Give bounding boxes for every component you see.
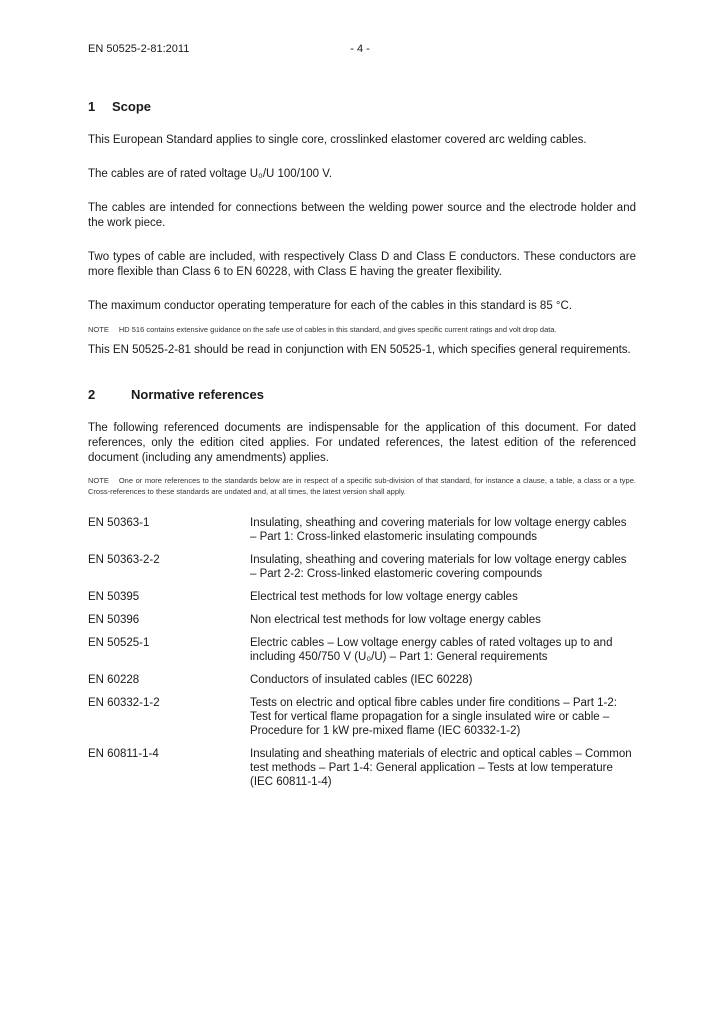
scope-paragraph: The maximum conductor operating temperature for each of the cables in this standard is 85 °C.: [88, 300, 573, 312]
reference-title: Non electrical test methods for low voltage energy cables: [250, 614, 541, 626]
reference-title: Electric cables – Low voltage energy cables of rated voltages up to and including 450/750 V (U₀/U) – Part 1: General requirements: [250, 637, 613, 663]
reference-entry: [88, 613, 636, 627]
reference-title: Insulating, sheathing and covering materials for low voltage energy cables – Part 2-2: Cross-linked elastomeric covering compounds: [250, 554, 627, 580]
section-number: 2: [88, 387, 96, 402]
reference-entry: [88, 553, 636, 581]
reference-entry: [88, 516, 636, 544]
section-title: Scope: [112, 99, 152, 114]
scope-note: [88, 324, 636, 335]
scope-paragraph: The cables are intended for connections between the welding power source and the electrode holder and the work piece.: [88, 202, 636, 229]
reference-entry: [88, 636, 636, 664]
references-intro: The following referenced documents are indispensable for the application of this document. For dated references, only the edition cited applies. For undated references, the latest edition of the referenced document (including any amendments) applies.: [88, 422, 636, 464]
reference-title: Electrical test methods for low voltage energy cables: [250, 591, 518, 603]
reference-code: EN 50525-1: [88, 637, 150, 649]
reference-code: EN 50395: [88, 591, 140, 603]
scope-paragraph: Two types of cable are included, with respectively Class D and Class E conductors. These conductors are more flexible than Class 6 to EN 60228, with Class E having the greater flexibility.: [88, 251, 636, 278]
reference-code: EN 50363-1: [88, 517, 150, 529]
reference-entry: [88, 673, 636, 687]
reference-code: EN 60811-1-4: [88, 748, 159, 760]
reference-title: Conductors of insulated cables (IEC 60228): [250, 674, 473, 686]
note-label: NOTE: [88, 325, 109, 334]
reference-title: Tests on electric and optical fibre cables under fire conditions – Part 1-2: Test for vertical flame propagation for a single insulated wire or cable – Procedure for 1 kW pre-mixed flame (IEC 60332-1-2): [250, 697, 617, 737]
document-body: [88, 99, 636, 798]
section-heading-scope: [88, 99, 636, 114]
document-id: EN 50525-2-81:2011: [88, 43, 190, 55]
reference-code: EN 50363-2-2: [88, 554, 160, 566]
section-title: Normative references: [131, 387, 264, 402]
note-text: HD 516 contains extensive guidance on the safe use of cables in this standard, and gives specific current ratings and volt drop data.: [118, 325, 557, 334]
scope-paragraph: This European Standard applies to single core, crosslinked elastomer covered arc welding cables.: [88, 134, 587, 146]
page-number: - 4 -: [350, 43, 370, 55]
scope-paragraph: The cables are of rated voltage U₀/U 100/100 V.: [88, 168, 333, 180]
section-heading-normative-references: [88, 387, 636, 402]
scope-closing-paragraph: This EN 50525-2-81 should be read in conjunction with EN 50525-1, which specifies general requirements.: [88, 344, 631, 356]
reference-code: EN 50396: [88, 614, 140, 626]
note-label: NOTE: [88, 476, 109, 485]
references-note: [88, 475, 636, 497]
reference-entry: [88, 696, 636, 738]
reference-list: [88, 516, 636, 789]
reference-entry: [88, 590, 636, 604]
section-number: 1: [88, 99, 96, 114]
reference-title: Insulating and sheathing materials of electric and optical cables – Common test methods – Part 1-4: General application – Tests at low temperature (IEC 60811-1-4): [250, 748, 632, 788]
note-text: One or more references to the standards below are in respect of a specific sub-division of that standard, for instance a clause, a table, a class or a type. Cross-references to these standards are undated and, at all times, the latest version shall apply.: [88, 476, 636, 496]
reference-entry: [88, 747, 636, 789]
reference-code: EN 60332-1-2: [88, 697, 160, 709]
reference-title: Insulating, sheathing and covering materials for low voltage energy cables – Part 1: Cross-linked elastomeric insulating compounds: [250, 517, 627, 543]
reference-code: EN 60228: [88, 674, 140, 686]
